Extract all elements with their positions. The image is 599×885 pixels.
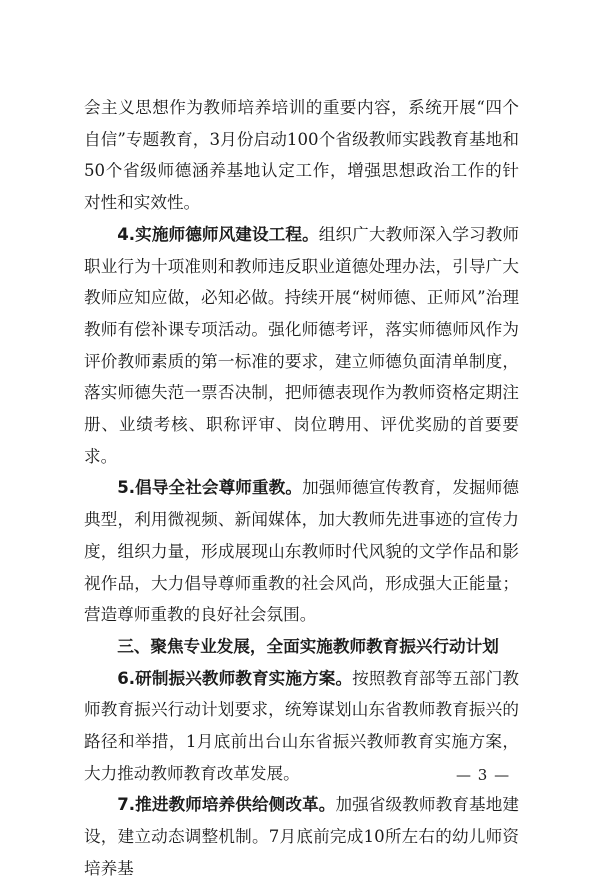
- paragraph: [84, 663, 519, 790]
- paragraph: [84, 219, 519, 473]
- paragraph-text: 加强省级教师教育基地建设，建立动态调整机制。7月底前完成10所左右的幼儿师资培养基: [84, 795, 519, 878]
- paragraph-text: 会主义思想作为教师培养培训的重要内容，系统开展“四个自信”专题教育，3月份启动100个省级教师实践教育基地和50个省级师德涵养基地认定工作，增强思想政治工作的针对性和实效性。: [84, 98, 519, 213]
- paragraph-lead: 4.实施师德师风建设工程。: [117, 224, 319, 244]
- paragraph: [84, 92, 519, 219]
- paragraph-text: 组织广大教师深入学习教师职业行为十项准则和教师违反职业道德处理办法，引导广大教师应知应做，必知必做。持续开展“树师德、正师风”治理教师有偿补课专项活动。强化师德考评，落实师德师风作为评价教师素质的第一标准的要求，建立师德负面清单制度，落实师德失范一票否决制，把师德表现作为教师资格定期注册、业绩考核、职称评审、岗位聘用、评优奖励的首要要求。: [84, 224, 520, 466]
- paragraph-lead: 6.研制振兴教师教育实施方案。: [117, 668, 353, 688]
- paragraph: [84, 472, 519, 631]
- paragraph-lead: 5.倡导全社会尊师重教。: [117, 478, 303, 498]
- paragraph-lead: 7.推进教师培养供给侧改革。: [117, 795, 336, 815]
- body-text: [84, 92, 519, 885]
- paragraph-text: 加强师德宣传教育，发掘师德典型，利用微视频、新闻媒体，加大教师先进事迹的宣传力度，组织力量，形成展现山东教师时代风貌的文学作品和影视作品，大力倡导尊师重教的社会风尚，形成强大正能量；营造尊师重教的良好社会氛围。: [84, 478, 519, 625]
- paragraph: [84, 789, 519, 884]
- page-number: — 3 —: [456, 766, 511, 784]
- paragraph-text: 按照教育部等五部门教师教育振兴行动计划要求，统筹谋划山东省教师教育振兴的路径和举措，1月底前出台山东省振兴教师教育实施方案，大力推动教师教育改革发展。: [84, 668, 519, 783]
- section-heading: 三、聚焦专业发展，全面实施教师教育振兴行动计划: [117, 636, 499, 656]
